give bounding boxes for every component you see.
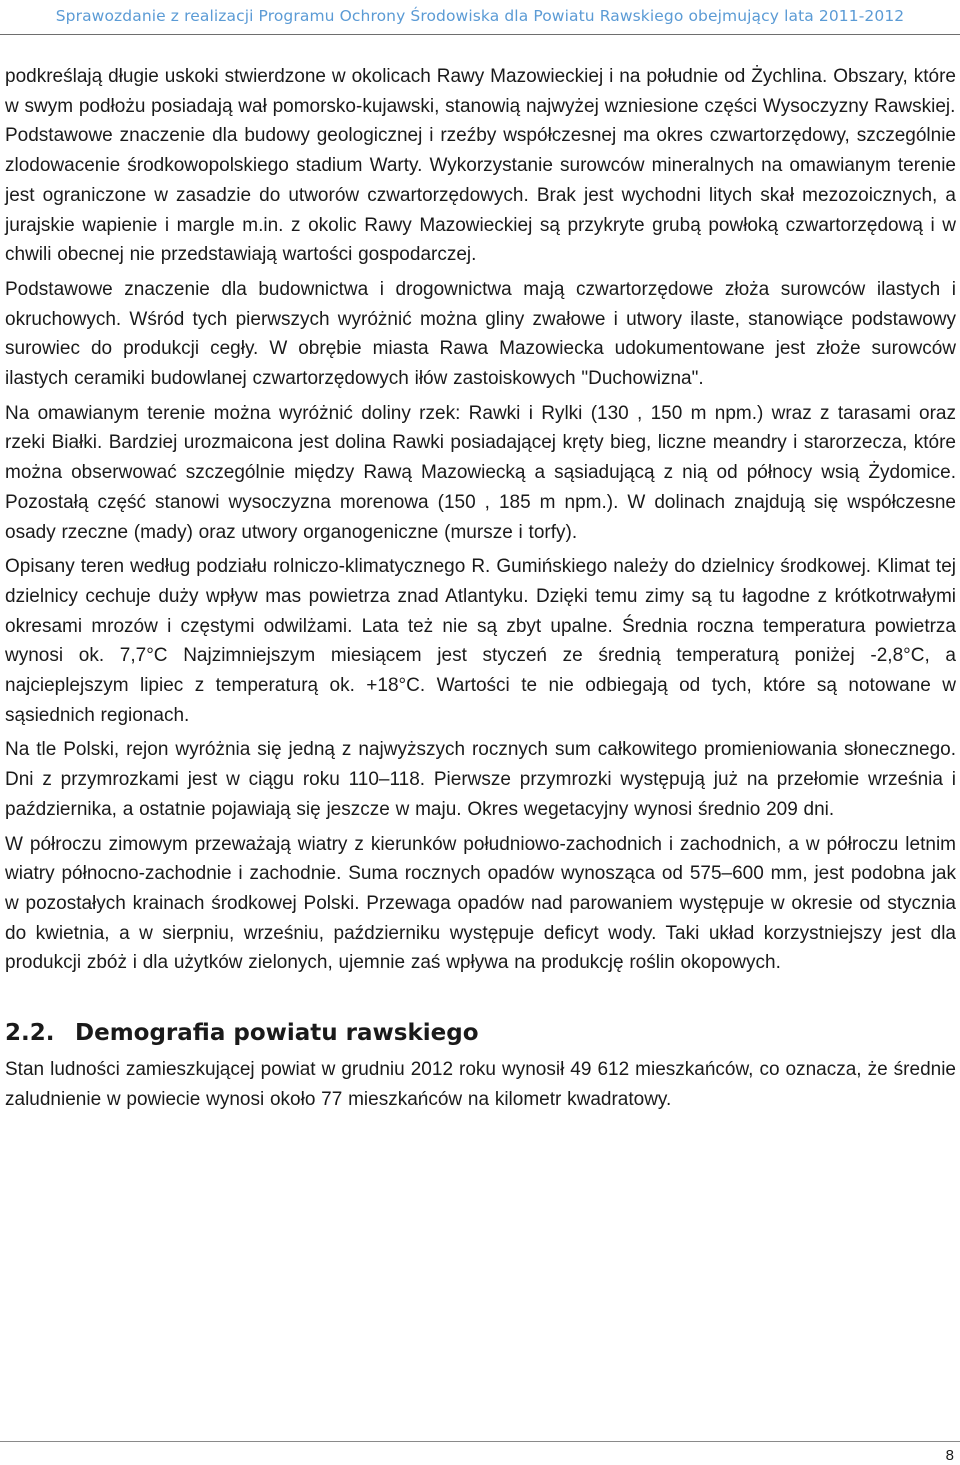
paragraph-insolation-frost: Na tle Polski, rejon wyróżnia się jedną z najwyższych rocznych sum całkowitego promieniowania słonecznego. Dni z przymrozkami jest w ciągu roku 110–118. Pierwsze przymrozki występują już na przełomie września i października, a ostatnie pojawiają się jeszcze w maju. Okres wegetacyjny wynosi średnio 209 dni. xyxy=(5,739,956,820)
paragraph-climate: Opisany teren według podziału rolniczo-klimatycznego R. Gumińskiego należy do dzielnicy środkowej. Klimat tej dzielnicy cechuje duży wpływ mas powietrza znad Atlantyku. Dzięki temu zimy są tu łagodne z krótkotrwałymi okresami mrozów i częstymi odwilżami. Lata też nie są zbyt upalne. Średnia roczna temperatura powietrza wynosi ok. 7,7°C Najzimniejszym miesiącem jest styczeń ze średnią temperaturą poniżej -2,8°C, a najcieplejszym lipiec z temperaturą ok. +18°C. Wartości te nie odbiegają od tych, które są notowane w sąsiednich regionach. xyxy=(5,556,956,726)
section-heading xyxy=(5,1017,956,1049)
page-number: 8 xyxy=(945,1447,954,1464)
document-body xyxy=(5,62,956,1120)
page-header xyxy=(0,0,960,36)
paragraph-quaternary: Podstawowe znaczenie dla budowy geologicznej i rzeźby współczesnej ma okres czwartorzędowy, szczególnie zlodowacenie środkowopolskiego stadium Warty. Wykorzystanie surowców mineralnych na omawianym terenie jest ograniczone w zasadzie do utworów czwartorzędowych. Brak jest wychodni litych skał mezozoicznych, a jurajskie wapienie i margle m.in. z okolic Rawy Mazowieckiej są przykryte grubą powłoką czwartorzędową i w chwili obecnej nie przedstawiają wartości gospodarczej. xyxy=(5,125,956,266)
section-title: Demografia powiatu rawskiego xyxy=(75,1020,479,1047)
paragraph-river-valleys: Na omawianym terenie można wyróżnić doliny rzek: Rawki i Rylki (130 , 150 m npm.) wraz z tarasami oraz rzeki Białki. Bardziej urozmaicona jest dolina Rawki posiadającej kręty bieg, liczne meandry i starorzecza, które można obserwować szczególnie między Rawą Mazowiecką a sąsiadującą z nią od północy wsią Żydomice. Pozostałą część stanowi wysoczyzna morenowa (150 , 185 m npm.). W dolinach znajdują się współczesne osady rzeczne (mady) oraz utwory organogeniczne (mursze i torfy). xyxy=(5,402,956,543)
paragraph-winds-precipitation: W półroczu zimowym przeważają wiatry z kierunków południowo-zachodnich i zachodnich, a w półroczu letnim wiatry północno-zachodnie i zachodnie. Suma rocznych opadów wynosząca od 575–600 mm, jest podobna jak w pozostałych krainach środkowej Polski. Przewaga opadów nad parowaniem występuje w okresie od stycznia do kwietnia, a w sierpniu, wrześniu, październiku występuje deficyt wody. Taki układ korzystniejszy jest dla produkcji zbóż i dla użytków zielonych, ujemnie zaś wpływa na produkcję roślin okopowych. xyxy=(5,833,956,974)
paragraph-raw-materials: Podstawowe znaczenie dla budownictwa i drogownictwa mają czwartorzędowe złoża surowców ilastych i okruchowych. Wśród tych pierwszych wyróżnić można gliny zwałowe i utwory ilaste, stanowiące podstawowy surowiec do produkcji cegły. W obrębie miasta Rawa Mazowiecka udokumentowane jest złoże surowców ilastych ceramiki budowlanej czwartorzędowych iłów zastoiskowych "Duchowizna". xyxy=(5,278,956,390)
section-number: 2.2. xyxy=(5,1020,55,1047)
footer-divider xyxy=(0,1441,960,1442)
paragraph-population: Stan ludności zamieszkującej powiat w grudniu 2012 roku wynosił 49 612 mieszkańców, co oznacza, że średnie zaludnienie w powiecie wynosi około 77 mieszkańców na kilometr kwadratowy. xyxy=(5,1059,956,1110)
header-title: Sprawozdanie z realizacji Programu Ochrony Środowiska dla Powiatu Rawskiego obejmujący lata 2011-2012 xyxy=(55,7,905,25)
paragraph-geology-intro: podkreślają długie uskoki stwierdzone w okolicach Rawy Mazowieckiej i na południe od Żychlina. Obszary, które w swym podłożu posiadają wał pomorsko-kujawski, stanowią najwyżej wzniesione części Wysoczyzny Rawskiej. xyxy=(5,66,956,117)
header-divider xyxy=(0,34,960,35)
